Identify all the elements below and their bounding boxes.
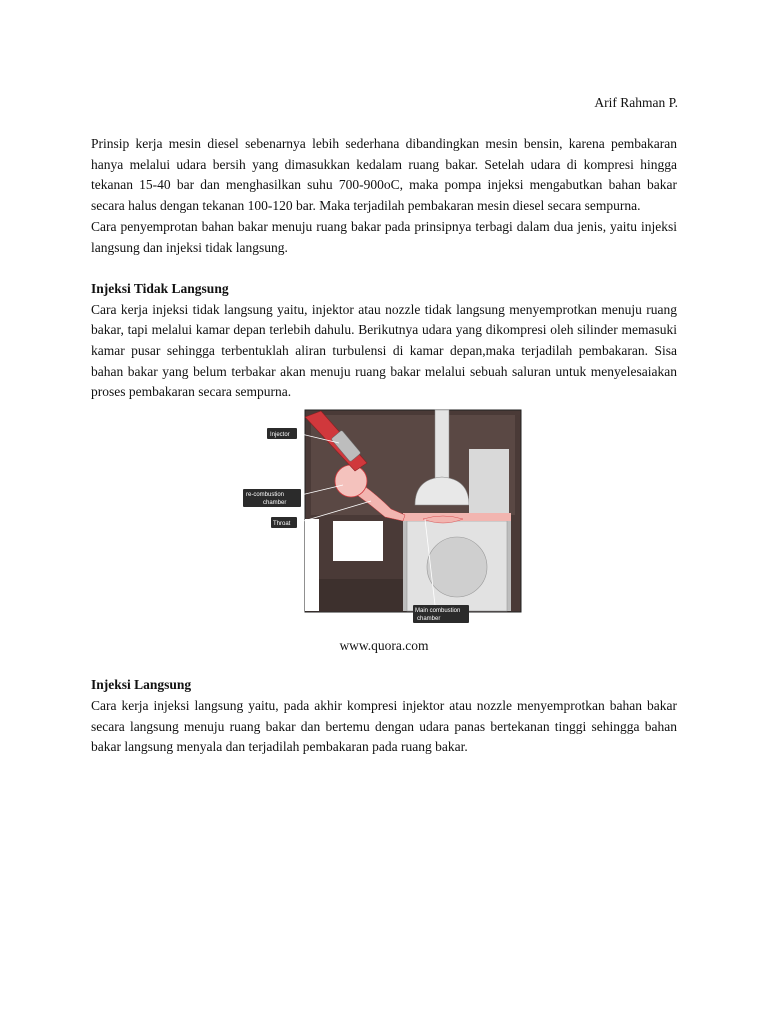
author-name: Arif Rahman P. [594,95,678,110]
figure-caption: www.quora.com [339,638,429,654]
callout-main-line2: chamber [417,616,441,623]
indirect-injection-diagram [243,409,523,635]
engine-diagram-figure [91,409,677,635]
callout-main-line1: Main combustion [415,608,461,615]
callout-prechamber-line1: re-combustion [246,492,285,499]
pre-combustion-chamber [335,465,367,497]
document-content [91,134,677,758]
valve-stem [435,410,449,482]
coolant-passage [333,521,383,561]
left-wall [305,519,319,611]
section-heading-indirect: Injeksi Tidak Langsung [91,280,229,296]
piston-pin [427,537,487,597]
callout-prechamber-line2: chamber [263,500,287,507]
side-passage [469,449,509,513]
section-body-direct: Cara kerja injeksi langsung yaitu, pada akhir kompresi injektor atau nozzle menyemprotkan bahan bakar secara langsung menuju ruang bakar dan bertemu dengan udara panas bertekanan tinggi sehingga bahan bakar langsung menyala dan terjadilah pembakaran pada ruang bakar. [91,697,677,755]
intro-paragraph-1: Prinsip kerja mesin diesel sebenarnya lebih sederhana dibandingkan mesin bensin, karena pembakaran hanya melalui udara bersih yang dimasukkan kedalam ruang bakar. Setelah udara di kompresi hingga tekanan 15-40 bar dan menghasilkan suhu 700-900oC, maka pompa injeksi mengabutkan bahan bakar secara halus dengan tekanan 100-120 bar. Maka terjadilah pembakaran mesin diesel secara sempurna. [91,136,677,214]
lower-wall [319,579,403,611]
paragraph-spacer [91,258,677,279]
callout-injector: Injector [270,432,290,439]
intro-paragraph-2: Cara penyemprotan bahan bakar menuju ruang bakar pada prinsipnya terbagi dalam dua jenis, yaitu injeksi langsung dan injeksi tidak langsung. [91,218,677,255]
callout-throat: Throat [273,521,291,528]
section-heading-direct: Injeksi Langsung [91,677,192,693]
section-body-indirect: Cara kerja injeksi tidak langsung yaitu, injektor atau nozzle tidak langsung menyemprotkan menuju ruang bakar, tapi melalui kamar depan terlebih dahulu. Berikutnya udara yang dikompresi oleh silinder memasuki kamar pusar sehingga terbentuklah aliran turbulensi di kamar depan,maka terjadilah pembakaran. Sisa bahan bakar yang belum terbakar akan menuju ruang bakar melalui sebuah saluran untuk menyelesaiakan proses pembakaran secara sempurna. [91,301,677,400]
